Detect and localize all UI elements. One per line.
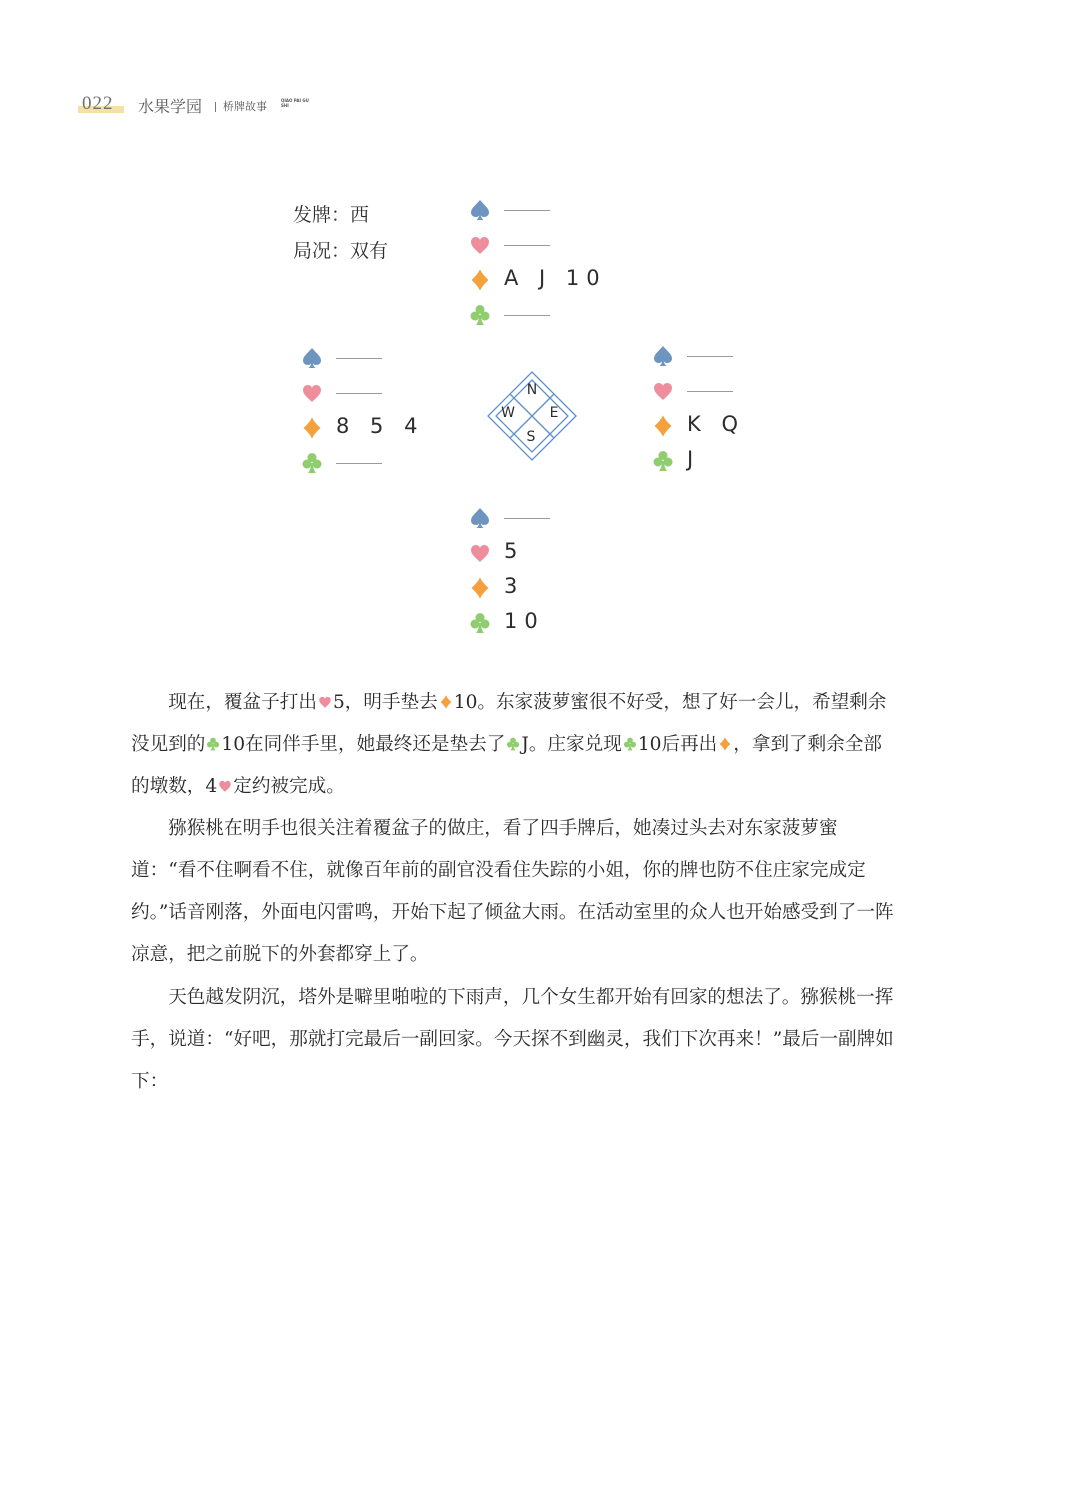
spade-icon [302,347,322,369]
p1-text-1: 现在，覆盆子打出 [168,692,317,713]
club-icon [470,304,490,326]
diamond-icon [653,415,673,437]
compass-south: S [526,429,536,445]
north-diamonds: A J 10 [504,266,607,290]
void-suit-dash [336,393,382,394]
spade-icon [653,345,673,367]
diamond-icon [470,577,490,599]
p1-text-8: 定约被完成。 [233,776,345,797]
book-title: 水果学园 [138,97,203,116]
spade-icon [470,199,490,221]
heart-icon [470,542,490,564]
void-suit-dash [687,356,733,357]
vulnerability-info [293,236,388,263]
p1-text-4: 10在同伴手里，她最终还是垫去了 [221,734,506,755]
heart-icon [218,779,232,793]
void-suit-dash [504,518,550,519]
paragraph-2: 猕猴桃在明手也很关注着覆盆子的做庄，看了四手牌后，她凑过头去对东家菠萝蜜道：“看不住啊看不住，就像百年前的副官没看住失踪的小姐，你的牌也防不住庄家完成定约。”话音刚落，外面电闪雷鸣，开始下起了倾盆大雨。在活动室里的众人也开始感受到了一阵凉意，把之前脱下的外套都穿上了。 [131,818,894,965]
heart-icon [470,234,490,256]
compass-west: W [501,405,515,421]
vulnerability-value: 双有 [350,240,389,262]
paragraph-1 [131,682,897,808]
series-title: 桥牌故事 [223,100,267,113]
diamond-icon [718,737,732,751]
south-clubs: 10 [504,609,545,633]
header-divider [215,102,216,112]
vulnerability-label: 局况： [293,240,351,262]
p1-text-6: 10后再出 [637,734,718,755]
club-icon [470,612,490,634]
west-diamonds: 8 5 4 [336,414,425,438]
compass-diagram [486,370,578,462]
diamond-icon [470,269,490,291]
south-diamonds: 3 [504,574,525,598]
p1-text-7: ，拿到了剩余全部的墩数，4 [131,734,883,797]
club-icon [623,737,637,751]
page-number-badge [78,92,124,116]
spade-icon [470,507,490,529]
east-diamonds: K Q [687,412,745,436]
dealer-label: 发牌： [293,204,351,226]
page-number: 022 [82,93,114,114]
club-icon [506,737,520,751]
void-suit-dash [504,315,550,316]
compass-north: N [526,382,538,398]
heart-icon [653,380,673,402]
club-icon [206,737,220,751]
east-clubs: J [687,447,701,471]
dealer-info [293,200,369,227]
void-suit-dash [336,463,382,464]
p1-text-5: J。庄家兑现 [521,734,622,755]
p1-text-3: 10。东家菠萝蜜很不好受，想了好一会儿，希望剩余没见到的 [131,692,887,755]
series-pinyin: QIAO PAI GU SHI [281,98,309,108]
void-suit-dash [504,210,550,211]
heart-icon [318,695,332,709]
dealer-value: 西 [350,204,370,226]
void-suit-dash [336,358,382,359]
p1-text-2: 5，明手垫去 [332,692,438,713]
south-hearts: 5 [504,539,525,563]
heart-icon [302,382,322,404]
paragraph-3: 天色越发阴沉，塔外是噼里啪啦的下雨声，几个女生都开始有回家的想法了。猕猴桃一挥手，说道：“好吧，那就打完最后一副回家。今天探不到幽灵，我们下次再来！”最后一副牌如下： [131,987,894,1092]
compass-east: E [549,405,559,421]
diamond-icon [302,417,322,439]
void-suit-dash [687,391,733,392]
diamond-icon [439,695,453,709]
void-suit-dash [504,245,550,246]
club-icon [302,452,322,474]
club-icon [653,450,673,472]
